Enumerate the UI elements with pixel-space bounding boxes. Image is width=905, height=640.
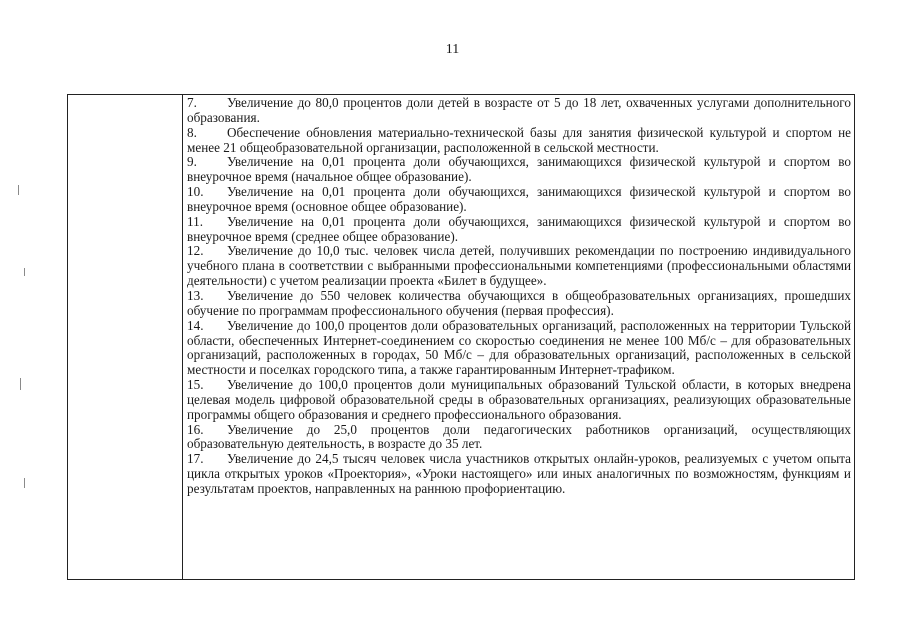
content-table (67, 94, 855, 580)
scan-mark (18, 185, 19, 195)
item-number: 16. (187, 421, 204, 437)
list-item (187, 319, 851, 378)
item-number: 14. (187, 317, 204, 333)
item-number: 12. (187, 243, 204, 259)
list-item (187, 96, 851, 126)
scan-mark (20, 378, 21, 390)
item-text: Увеличение до 10,0 тыс. человек числа детей, получивших рекомендации по построению индивидуального учебного плана в соответствии с выбранными профессиональными компетенциями (профессиональными областями деятельности) с учетом реализации проекта «Билет в будущее». (187, 243, 851, 289)
item-number: 9. (187, 154, 197, 170)
item-text: Увеличение до 80,0 процентов доли детей в возрасте от 5 до 18 лет, охваченных услугами дополнительного образования. (187, 95, 851, 125)
list-item (187, 289, 851, 319)
list-item (187, 185, 851, 215)
list-item (187, 155, 851, 185)
list-item (187, 126, 851, 156)
item-text: Увеличение до 100,0 процентов доли образовательных организаций, расположенных на территории Тульской области, обеспеченных Интернет-соединением со скоростью соединения не менее 100 Мб/с – для образовательных организаций, расположенных в городах, 50 Мб/с – для образовательных организаций, расположенных в сельской местности и поселках городского типа, а также гарантированным Интернет-трафиком. (187, 317, 851, 378)
item-number: 7. (187, 95, 197, 110)
item-number: 10. (187, 184, 204, 200)
page-number: 11 (445, 42, 460, 57)
item-text: Увеличение до 100,0 процентов доли муниципальных образований Тульской области, в которых внедрена целевая модель цифровой образовательной среды в образовательных организациях, реализующих образовательные программы общего образования и среднего профессионального образования. (187, 377, 851, 422)
item-text: Увеличение на 0,01 процента доли обучающихся, занимающихся физической культурой и спортом во внеурочное время (начальное общее образование). (187, 154, 851, 185)
scan-mark (24, 478, 25, 488)
list-item (187, 378, 851, 423)
item-number: 17. (187, 451, 204, 467)
list-item (187, 423, 851, 453)
item-number: 11. (187, 213, 203, 229)
item-text: Обеспечение обновления материально-технической базы для занятия физической культурой и спортом не менее 21 общеобразовательной организации, расположенной в сельской местности. (187, 124, 851, 155)
results-cell (187, 96, 851, 497)
item-text: Увеличение до 550 человек количества обучающихся в общеобразовательных организациях, прошедших обучение по программам профессионального обучения (первая профессия). (187, 287, 851, 318)
column-divider (182, 95, 183, 579)
list-item (187, 215, 851, 245)
item-text: Увеличение на 0,01 процента доли обучающихся, занимающихся физической культурой и спортом во внеурочное время (среднее общее образование). (187, 213, 851, 244)
item-text: Увеличение до 24,5 тысяч человек числа участников открытых онлайн-уроков, реализуемых с учетом опыта цикла открытых уроков «Проектория», «Уроки настоящего» или иных аналогичных по возможностям, функциям и результатам проектов, направленных на раннюю профориентацию. (187, 451, 851, 496)
item-text: Увеличение на 0,01 процента доли обучающихся, занимающихся физической культурой и спортом во внеурочное время (основное общее образование). (187, 184, 851, 214)
list-item (187, 244, 851, 289)
item-number: 8. (187, 124, 197, 140)
item-text: Увеличение до 25,0 процентов доли педагогических работников организаций, осуществляющих образовательную деятельность, в возрасте до 35 лет. (187, 421, 851, 452)
scan-mark (24, 268, 25, 276)
item-number: 13. (187, 287, 204, 303)
list-item (187, 452, 851, 497)
item-number: 15. (187, 377, 204, 393)
